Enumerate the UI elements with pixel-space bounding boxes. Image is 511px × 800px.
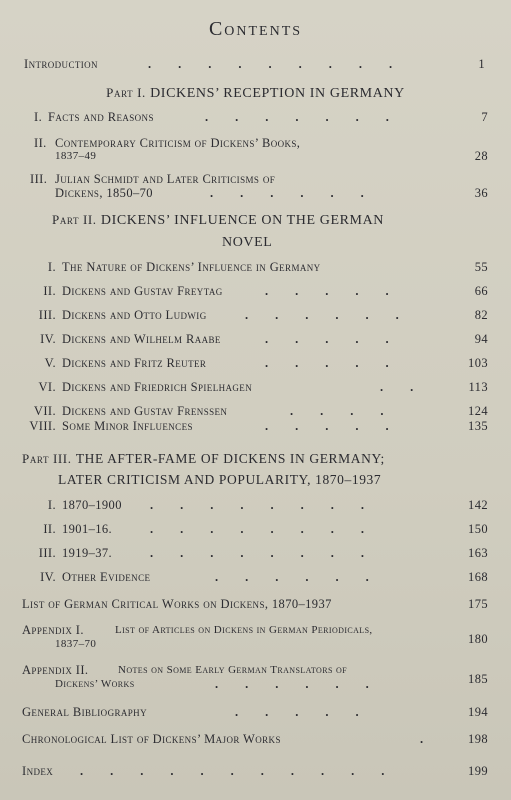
entry-page: 180 <box>468 632 488 646</box>
entry-number: I. <box>47 498 56 512</box>
leader-dots: ........ <box>150 546 391 560</box>
entry-number: II. <box>43 522 56 536</box>
entry-label: Dickens and Friedrich Spielhagen <box>62 380 253 394</box>
part1-heading <box>0 83 511 103</box>
leader-dots: ...... <box>215 570 396 584</box>
entry-page: 103 <box>468 356 488 370</box>
part-title: DICKENS’ INFLUENCE ON THE GERMAN <box>100 213 385 228</box>
entry-label: Dickens and Gustav Frenssen <box>62 404 228 418</box>
leader-dots: ..... <box>265 284 416 298</box>
leader-dots: .... <box>290 404 411 418</box>
page-title: Contents <box>208 18 303 40</box>
entry-number: VII. <box>33 404 56 418</box>
part-title-line2: NOVEL <box>222 235 273 250</box>
entry-number: II. <box>34 136 47 150</box>
entry-number: I. <box>34 110 43 124</box>
entry-page: 66 <box>474 284 488 298</box>
appendix-text: List of Articles on Dickens in German Periodicals, <box>115 624 373 636</box>
entry-page: 198 <box>468 732 488 746</box>
entry-number: VI. <box>38 380 56 394</box>
entry-label: The Nature of Dickens’ Influence in Germany <box>62 260 321 274</box>
entry-label: Introduction <box>24 57 98 71</box>
appendix-text2: Dickens’ Works <box>55 678 135 690</box>
entry-page: 163 <box>468 546 488 560</box>
appendix-sub: 1837–70 <box>55 638 97 650</box>
leader-dots: ........ <box>150 522 391 536</box>
entry-page: 185 <box>468 672 488 686</box>
entry-label: Facts and Reasons <box>48 110 154 124</box>
entry-page: 36 <box>474 186 488 200</box>
leader-dots: ...... <box>215 677 396 691</box>
entry-label: 1919–37. <box>62 546 113 560</box>
entry-label: Index <box>22 764 54 778</box>
entry-number: IV. <box>40 570 56 584</box>
appendix-label: Appendix II. <box>22 663 89 677</box>
part-label: Part I. <box>106 85 146 100</box>
entry-number: V. <box>44 356 56 370</box>
part-title-line2: LATER CRITICISM AND POPULARITY, 1870–1937 <box>58 472 382 487</box>
leader-dots: ..... <box>265 419 416 433</box>
entry-page: 7 <box>481 110 488 124</box>
entry-label: Dickens and Fritz Reuter <box>62 356 207 370</box>
entry-page: 199 <box>468 764 488 778</box>
entry-label: Some Minor Influences <box>62 419 193 433</box>
leader-dots: ..... <box>235 705 386 719</box>
part-title: THE AFTER-FAME OF DICKENS IN GERMANY; <box>75 451 385 466</box>
entry-number: VIII. <box>29 419 56 433</box>
entry-label: 1870–1900 <box>62 498 122 512</box>
leader-dots: ...... <box>245 308 426 322</box>
entry-number: III. <box>38 308 56 322</box>
entry-page: 150 <box>468 522 488 536</box>
entry-page: 113 <box>468 380 488 394</box>
leader-dots: ........... <box>80 764 412 778</box>
entry-page: 194 <box>468 705 488 719</box>
entry-label: Chronological List of Dickens’ Major Works <box>22 732 281 746</box>
entry-label: Dickens and Otto Ludwig <box>62 308 207 322</box>
entry-page: 28 <box>474 149 488 163</box>
entry-number: IV. <box>40 332 56 346</box>
entry-page: 94 <box>474 332 488 346</box>
entry-label: Julian Schmidt and Later Criticisms of <box>55 172 276 186</box>
entry-label: List of German Critical Works on Dickens, 1870–1937 <box>22 597 332 611</box>
part-label: Part III. <box>22 451 72 466</box>
entry-label: 1901–16. <box>62 522 113 536</box>
entry-sub: Dickens, 1850–70 <box>55 186 153 200</box>
entry-label: Dickens and Gustav Freytag <box>62 284 223 298</box>
entry-sub: 1837–49 <box>55 150 97 162</box>
leader-dots: ......... <box>148 57 420 71</box>
entry-label: General Bibliography <box>22 705 147 719</box>
leader-dots: . <box>420 732 451 746</box>
entry-label: Other Evidence <box>62 570 151 584</box>
leader-dots: ..... <box>265 356 416 370</box>
entry-page: 1 <box>478 57 485 71</box>
leader-dots: ........ <box>150 498 391 512</box>
appendix-text: Notes on Some Early German Translators of <box>118 664 347 676</box>
entry-page: 142 <box>468 498 488 512</box>
leader-dots: ..... <box>265 332 416 346</box>
part-title: DICKENS’ RECEPTION IN GERMANY <box>150 86 405 101</box>
entry-page: 175 <box>468 597 488 611</box>
entry-page: 55 <box>474 260 488 274</box>
entry-label: Dickens and Wilhelm Raabe <box>62 332 221 346</box>
entry-number: III. <box>38 546 56 560</box>
entry-number: III. <box>30 172 48 186</box>
leader-dots: ...... <box>210 186 391 200</box>
entry-label: Contemporary Criticism of Dickens’ Books, <box>55 136 301 150</box>
entry-page: 168 <box>468 570 488 584</box>
entry-page: 135 <box>468 419 488 433</box>
entry-number: II. <box>43 284 56 298</box>
leader-dots: .. <box>380 380 441 394</box>
entry-page: 82 <box>474 308 488 322</box>
appendix-label: Appendix I. <box>22 623 84 637</box>
entry-page: 124 <box>468 404 488 418</box>
leader-dots: ....... <box>205 110 416 124</box>
entry-number: I. <box>47 260 56 274</box>
part-label: Part II. <box>52 212 97 227</box>
